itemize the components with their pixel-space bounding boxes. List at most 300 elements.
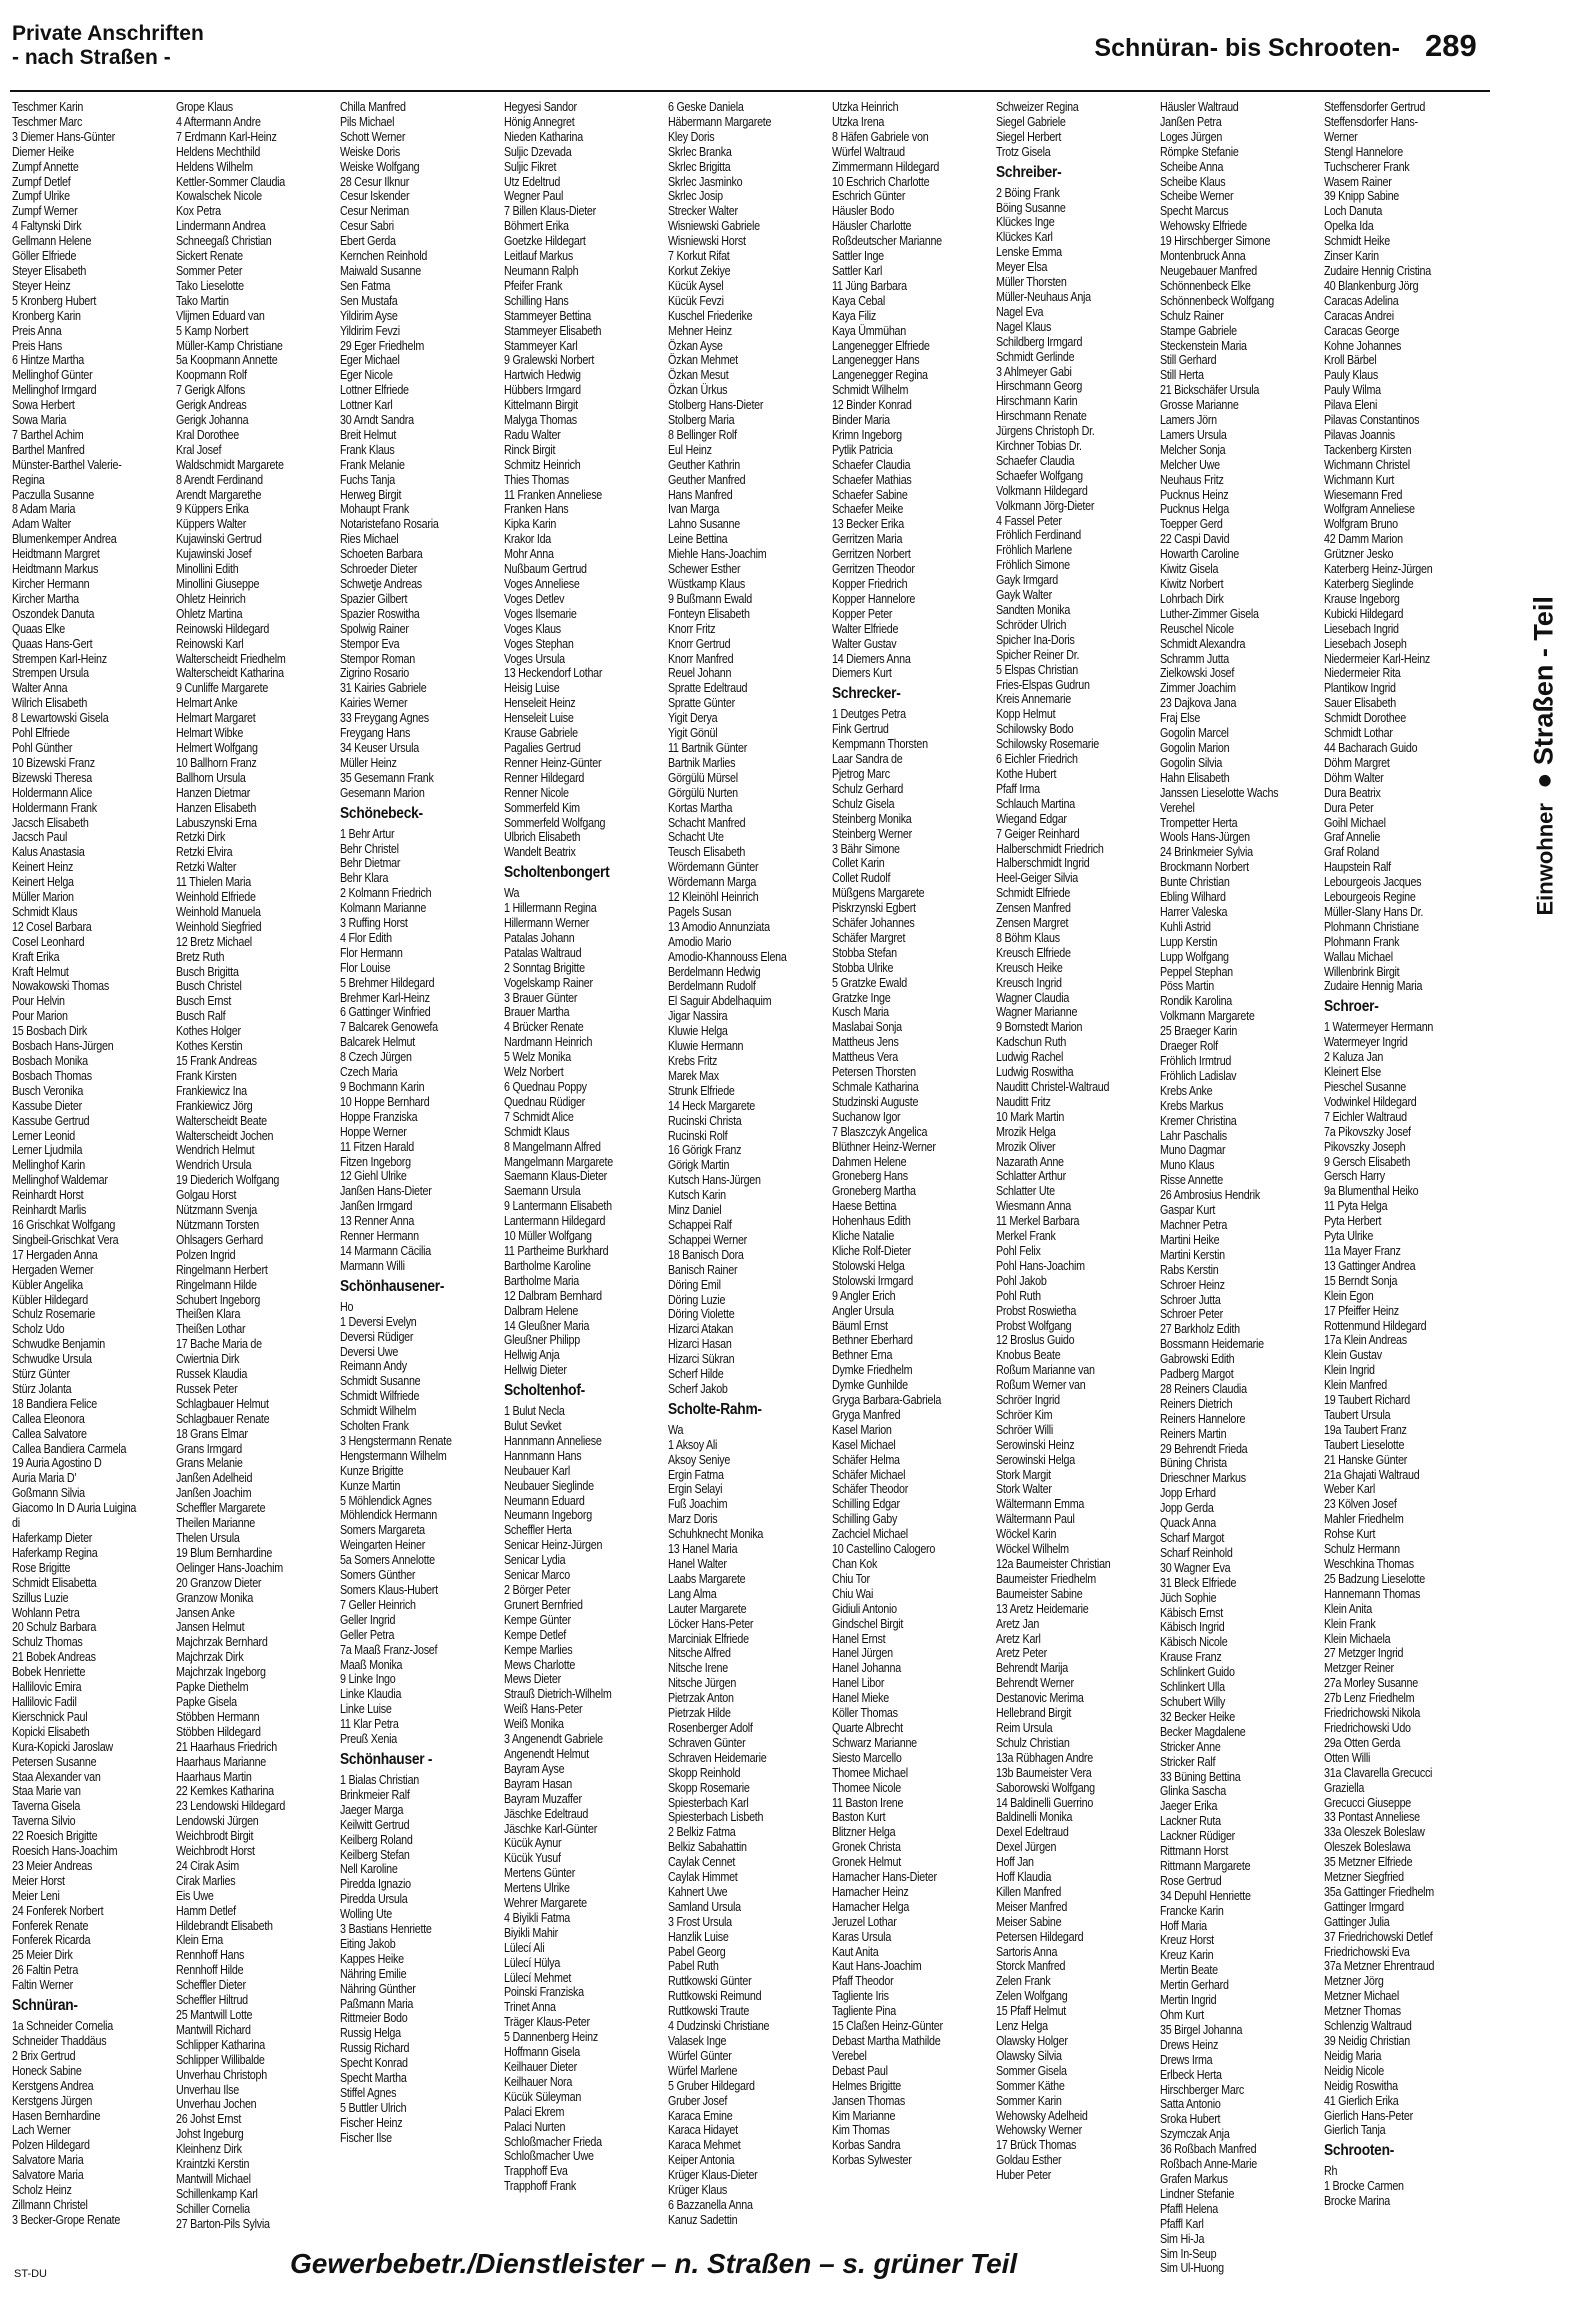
resident-entry: 23 Meier Andreas [12,1858,93,1873]
resident-entry: Renner Nicole [504,785,569,800]
resident-entry: Miehle Hans-Joachim [668,547,767,562]
resident-entry: Russek Peter [176,1381,238,1396]
resident-entry: Sroka Hubert [1160,2112,1221,2127]
resident-entry: Neubauer Sieglinde [504,1478,594,1493]
resident-entry: Gindschel Birgit [832,1616,904,1631]
resident-entry: Gattinger Irmgard [1324,1899,1404,1914]
resident-entry: Mertin Beate [1160,1963,1218,1978]
street-heading: Scholte-Rahm- [668,1400,762,1418]
resident-entry: 5 Gruber Hildegard [668,2078,755,2093]
resident-entry: Kücük Aysel [668,278,724,293]
resident-entry: Grützner Jesko [1324,547,1394,562]
resident-entry: Kaut Anita [832,1944,879,1959]
resident-entry: Wolling Ute [340,1907,392,1922]
resident-entry: Walterscheidt Katharina [176,666,284,681]
resident-entry: Nähring Günther [340,1981,416,1996]
resident-entry: Nitsche Alfred [668,1646,731,1661]
resident-entry: Hellwig Dieter [504,1363,567,1378]
resident-entry: Pfaff Theodor [832,1974,894,1989]
resident-entry: Helmart Margaret [176,711,256,726]
directory-column [176,100,356,2232]
resident-entry: Nieden Katharina [504,129,583,144]
resident-entry: Steffensdorfer Hans- [1324,114,1418,129]
resident-entry: Ruttkowski Traute [668,2004,750,2019]
resident-entry: Erlbeck Herta [1160,2067,1222,2082]
directory-column [12,100,192,2232]
resident-entry: Kahnert Uwe [668,1884,728,1899]
resident-entry: Mattheus Vera [832,1050,898,1065]
resident-entry: Nußbaum Gertrud [504,562,587,577]
resident-entry: Stempor Roman [340,651,415,666]
resident-entry: Wa [504,886,520,901]
resident-entry: Chiu Wai [832,1586,874,1601]
street-heading: Schönebeck- [340,804,423,822]
resident-entry: 1 Brocke Carmen [1324,2179,1404,2194]
resident-entry: Gogolin Marcel [1160,726,1229,741]
resident-entry: Mellinghof Günter [12,368,93,383]
resident-entry: Rucinski Christa [668,1113,742,1128]
resident-entry: Wisniewski Horst [668,234,746,249]
resident-entry: Roesich Hans-Joachim [12,1844,118,1859]
resident-entry: Jüch Sophie [1160,1590,1217,1605]
resident-entry: Frank Klaus [340,442,395,457]
resident-entry: 11 Fitzen Harald [340,1139,414,1154]
resident-entry: Hirschmann Georg [996,379,1083,394]
resident-entry: 19 Taubert Richard [1324,1393,1410,1408]
resident-entry: Ohletz Heinrich [176,591,246,606]
resident-entry: Gidiuli Antonio [832,1601,897,1616]
resident-entry: Grosse Marianne [1160,398,1239,413]
resident-entry: Hanel Libor [832,1676,885,1691]
resident-entry: 23 Dajkova Jana [1160,696,1237,711]
resident-entry: Lebourgeois Jacques [1324,875,1422,890]
resident-entry: 13a Rübhagen Andre [996,1750,1093,1765]
resident-entry: Stricker Anne [1160,1739,1221,1754]
resident-entry: Bayram Muzaffer [504,1791,582,1806]
resident-entry: 13 Renner Anna [340,1214,415,1229]
resident-entry: Schulz Christian [996,1735,1070,1750]
resident-entry: Busch Brigitta [176,964,239,979]
resident-entry: 14 Gleußner Maria [504,1318,590,1333]
resident-entry: Still Herta [1160,368,1204,383]
resident-entry: Wagner Marianne [996,1005,1078,1020]
resident-entry: 12a Baumeister Christian [996,1557,1111,1571]
resident-entry: Kalus Anastasia [12,845,85,860]
resident-entry: Specht Konrad [340,2056,408,2071]
resident-entry: Mantwill Richard [176,2022,251,2037]
resident-entry: Renner Heinz-Günter [504,755,602,770]
resident-entry: Krebs Markus [1160,1098,1224,1113]
resident-entry: Groneberg Martha [832,1184,916,1199]
resident-entry: Flor Hermann [340,945,403,960]
resident-entry: Özkan Mesut [668,368,729,383]
resident-entry: Samland Ursula [668,1899,741,1914]
resident-entry: 1 Bialas Christian [340,1772,420,1787]
resident-entry: Scharf Margot [1160,1531,1225,1545]
resident-entry: Ruttkowski Günter [668,1974,752,1989]
resident-entry: Sattler Karl [832,263,883,278]
resident-entry: Brauer Martha [504,1005,570,1020]
resident-entry: Gierlich Hans-Peter [1324,2108,1413,2123]
resident-entry: Fries-Elspas Gudrun [996,677,1090,692]
resident-entry: Klein Egon [1324,1288,1374,1303]
resident-entry: Schlipper Katharina [176,2037,265,2052]
resident-entry: Scheibe Klaus [1160,174,1226,189]
resident-entry: Brinkmeier Ralf [340,1787,410,1802]
resident-entry: Lupp Wolfgang [1160,949,1229,964]
resident-entry: Wichmann Kurt [1324,472,1395,487]
resident-entry: Köller Thomas [832,1706,898,1721]
resident-entry: 34 Depuhl Henriette [1160,1888,1251,1903]
resident-entry: Schlatter Arthur [996,1169,1066,1184]
resident-entry: Ulbrich Elisabeth [504,830,581,845]
resident-entry: Bartnik Marlies [668,755,736,770]
resident-entry: Kox Petra [176,204,221,219]
resident-entry: 7 Blaszczyk Angelica [832,1124,928,1139]
resident-entry: 35 Metzner Elfriede [1324,1855,1413,1870]
resident-entry: Grecucci Giuseppe [1324,1795,1412,1810]
resident-entry: Hasen Bernhardine [12,2108,101,2123]
resident-entry: Kücük Aynur [504,1836,562,1851]
resident-entry: 25 Mantwill Lotte [176,2008,253,2022]
resident-entry: Ohletz Martina [176,606,243,621]
resident-entry: Reuschel Nicole [1160,621,1234,636]
resident-entry: Quarte Albrecht [832,1720,903,1735]
resident-entry: Vodwinkel Hildegard [1324,1094,1417,1109]
resident-entry: Hanel Ernst [832,1631,886,1646]
resident-entry: Schott Werner [340,129,406,144]
resident-entry: Pfaffl Helena [1160,2201,1219,2216]
resident-entry: Wilrich Elisabeth [12,696,88,711]
resident-entry: Harrer Valeska [1160,904,1228,919]
resident-entry: Callea Salvatore [12,1426,87,1441]
resident-entry: 33a Oleszek Boleslaw [1324,1825,1425,1840]
resident-entry: Metzner Thomas [1324,2004,1401,2019]
resident-entry: Siegel Herbert [996,129,1062,144]
resident-entry: Paßmann Maria [340,1996,414,2011]
resident-entry: Merkel Frank [996,1229,1056,1244]
resident-entry: Probst Wolfgang [996,1318,1072,1333]
resident-entry: Döhm Walter [1324,770,1384,785]
resident-entry: Olawsky Holger [996,2034,1068,2048]
resident-entry: Klein Frank [1324,1616,1376,1631]
resident-entry: Szillus Luzie [12,1590,69,1605]
resident-entry: Sim Ul-Huong [1160,2261,1224,2276]
resident-entry: Schwudke Ursula [12,1352,92,1367]
resident-entry: Eul Heinz [668,442,712,457]
resident-entry: Sandten Monika [996,603,1071,617]
resident-entry: Taubert Lieselotte [1324,1437,1405,1452]
resident-entry: Kappes Heike [340,1951,404,1966]
resident-entry: Kim Thomas [832,2123,890,2138]
resident-entry: 21a Ghajati Waltraud [1324,1467,1420,1482]
resident-entry: Callea Bandiera Carmela [12,1441,127,1456]
resident-entry: 26 Faltin Petra [12,1963,79,1978]
resident-entry: Quaas Hans-Gert [12,636,93,651]
resident-entry: Häusler Waltraud [1160,100,1239,114]
resident-entry: Kuschel Friederike [668,308,753,323]
resident-entry: Klückes Karl [996,230,1053,245]
resident-entry: Sowa Maria [12,413,67,428]
resident-entry: Sommer Karin [996,2093,1062,2108]
resident-entry: Wüstkamp Klaus [668,577,746,591]
resident-entry: Meier Horst [12,1873,65,1888]
resident-entry: Fröhlich Irmtrud [1160,1054,1232,1068]
resident-entry: Rittmeier Bodo [340,2011,408,2026]
resident-entry: Angenendt Helmut [504,1746,589,1761]
resident-entry: Keilberg Roland [340,1832,413,1847]
resident-entry: Somers Margareta [340,1523,425,1538]
resident-entry: Krüger Klaus-Dieter [668,2168,758,2183]
resident-entry: Geuther Manfred [668,472,746,487]
resident-entry: Piredda Ignazio [340,1877,411,1892]
resident-entry: Zensen Margret [996,916,1069,931]
resident-entry: Janßen Hans-Dieter [340,1184,432,1199]
resident-entry: 5 Kronberg Hubert [12,293,97,308]
resident-entry: Wöckel Wilhelm [996,1542,1069,1557]
resident-entry: Sickert Renate [176,249,243,264]
resident-entry: Goßmann Silvia [12,1486,85,1501]
resident-entry: Schröer Kim [996,1407,1053,1422]
resident-entry: Wiesmann Anna [996,1199,1071,1214]
resident-entry: Schönnenbeck Wolfgang [1160,293,1274,308]
resident-entry: 17 Bache Maria de [176,1337,262,1352]
resident-entry: Cosel Leonhard [12,934,85,949]
resident-entry: Kutsch Hans-Jürgen [668,1173,761,1188]
resident-entry: Pikovszky Joseph [1324,1139,1406,1154]
resident-entry: Schwudke Benjamin [12,1337,106,1352]
resident-entry: Gaspar Kurt [1160,1203,1216,1218]
resident-entry: Olawsky Silvia [996,2048,1062,2063]
resident-entry: 4 Flor Edith [340,930,392,945]
resident-entry: Schiller Cornelia [176,2201,250,2216]
resident-entry: Luther-Zimmer Gisela [1160,606,1259,621]
resident-entry: 21 Hanske Günter [1324,1452,1408,1467]
resident-entry: Ebling Wilhard [1160,890,1226,905]
resident-entry: Hoffmann Gisela [504,2045,581,2060]
resident-entry: Scholz Udo [12,1322,65,1337]
resident-entry: Quack Anna [1160,1516,1216,1531]
resident-entry: Majchrzak Dirk [176,1650,244,1665]
resident-entry: Krause Ingeborg [1324,591,1400,606]
resident-entry: Yildirim Ayse [340,308,398,323]
resident-entry: 5 Gratzke Ewald [832,975,908,990]
resident-entry: Niedermeier Rita [1324,666,1401,681]
resident-entry: Pfaffl Karl [1160,2216,1204,2231]
resident-entry: Grunert Bernfried [504,1597,583,1612]
resident-entry: Schraven Heidemarie [668,1750,767,1765]
resident-entry: Wandelt Beatrix [504,845,576,860]
resident-entry: Geuther Kathrin [668,457,741,472]
resident-entry: Melcher Uwe [1160,457,1220,472]
resident-entry: Stöbben Hermann [176,1709,260,1724]
resident-entry: Ergin Fatma [668,1467,724,1482]
resident-entry: Walterscheidt Beate [176,1113,267,1128]
resident-entry: Serowinski Heinz [996,1437,1075,1452]
resident-entry: Tako Lieselotte [176,278,244,293]
resident-entry: Krakor Ida [504,532,552,547]
resident-entry: 5 Brehmer Hildegard [340,975,435,990]
resident-entry: 15 Bosbach Dirk [12,1024,88,1039]
resident-entry: Breit Helmut [340,427,397,442]
resident-entry: Kubicki Hildegard [1324,606,1404,621]
resident-entry: Pohl Jakob [996,1273,1047,1288]
resident-entry: 11 Merkel Barbara [996,1214,1080,1229]
resident-entry: Schmidt Susanne [340,1374,421,1389]
resident-entry: Klein Anita [1324,1601,1372,1616]
resident-entry: 25 Badzung Lieselotte [1324,1571,1425,1586]
resident-entry: Weber Karl [1324,1482,1375,1497]
resident-entry: 22 Roesich Brigitte [12,1829,98,1844]
resident-entry: Haarhaus Martin [176,1769,252,1784]
resident-entry: 7a Maaß Franz-Josef [340,1642,438,1657]
resident-entry: Kittelmann Birgit [504,398,578,413]
resident-entry: Würfel Günter [668,2048,732,2063]
resident-entry: Theißen Lothar [176,1322,246,1337]
resident-entry: Hoppe Franziska [340,1109,418,1124]
resident-entry: Friedrichowski Udo [1324,1720,1411,1735]
resident-entry: Wöckel Karin [996,1527,1057,1542]
resident-entry: 21 Bobek Andreas [12,1650,96,1665]
resident-entry: Bobek Henriette [12,1665,86,1680]
resident-entry: Haferkamp Dieter [12,1531,93,1545]
resident-entry: 11 Pyta Helga [1324,1199,1388,1214]
resident-entry: Saemann Ursula [504,1184,581,1199]
resident-entry: Schraven Günter [668,1735,746,1750]
resident-entry: Schröer Willi [996,1422,1053,1437]
resident-entry: Kempmann Thorsten [832,737,928,752]
resident-entry: Serowinski Helga [996,1452,1075,1467]
resident-entry: Kujawinski Gertrud [176,532,262,547]
resident-entry: Strunk Elfriede [668,1083,735,1098]
resident-entry: Rottenmund Hildegard [1324,1318,1427,1333]
resident-entry: Reim Ursula [996,1720,1053,1735]
resident-entry: Pohl Günther [12,740,73,755]
resident-entry: Nauditt Fritz [996,1094,1051,1109]
resident-entry: Vlijmen Eduard van [176,308,265,323]
resident-entry: Holdermann Alice [12,785,93,800]
resident-entry: Haese Bettina [832,1199,897,1214]
resident-entry: Jopp Gerda [1160,1501,1214,1516]
resident-entry: Szymczak Anja [1160,2127,1230,2142]
resident-entry: Grope Klaus [176,100,233,114]
resident-entry: Hillermann Werner [504,916,590,931]
resident-entry: 1 Aksoy Ali [668,1437,718,1452]
resident-entry: Schmidt Lothar [1324,726,1393,741]
resident-entry: Gabrowski Edith [1160,1352,1235,1367]
resident-entry: 35 Gesemann Frank [340,770,434,785]
resident-entry: 6 Eichler Friedrich [996,752,1078,767]
resident-entry: Göller Elfriede [12,249,77,264]
resident-entry: Baumeister Friedhelm [996,1571,1097,1586]
resident-entry: Jeruzel Lothar [832,1914,897,1929]
resident-entry: Kuhli Astrid [1160,919,1211,934]
resident-entry: Schäfer Michael [832,1467,906,1482]
resident-entry: Schaefer Sabine [832,487,908,502]
resident-entry: Tagliente Iris [832,1989,889,2004]
resident-entry: Sowa Herbert [12,398,75,413]
resident-entry: Siesto Marcello [832,1750,902,1765]
resident-entry: Rinck Birgit [504,442,556,457]
resident-entry: 12 Binder Konrad [832,398,912,413]
resident-entry: Zigrino Rosario [340,666,410,681]
resident-entry: 11 Baston Irene [832,1795,904,1810]
resident-entry: Maiwald Susanne [340,263,421,278]
resident-entry: Schloßmacher Frieda [504,2134,602,2149]
resident-entry: Granzow Monika [176,1590,254,1605]
resident-entry: Zensen Manfred [996,901,1071,916]
resident-entry: Wa [668,1422,684,1437]
resident-entry: Kleinhenz Dirk [176,2142,242,2157]
resident-entry: Schmitz Heinrich [504,457,581,472]
resident-entry: Görigk Martin [668,1158,730,1173]
resident-entry: Mellinghof Waldemar [12,1173,108,1188]
street-heading: Schönhausener- [340,1277,445,1295]
resident-entry: Weiß Hans-Peter [504,1702,583,1717]
resident-entry: Schewer Esther [668,562,741,577]
resident-entry: 1 Behr Artur [340,826,395,841]
resident-entry: Patalas Waltraud [504,945,582,960]
resident-entry: Nazarath Anne [996,1154,1064,1169]
resident-entry: Pilavas Joannis [1324,427,1395,442]
resident-entry: Polzen Ingrid [176,1247,236,1262]
resident-entry: 13 Gattinger Andrea [1324,1258,1416,1273]
resident-entry: Lindner Stefanie [1160,2186,1235,2201]
resident-entry: Caracas Adelina [1324,293,1399,308]
resident-entry: Stolowski Helga [832,1258,905,1273]
resident-entry: Schmale Katharina [832,1080,919,1094]
resident-entry: Wolfgram Bruno [1324,517,1398,532]
resident-entry: Neuhaus Fritz [1160,472,1224,487]
resident-entry: Mews Charlotte [504,1657,576,1672]
resident-entry: Bäuml Ernst [832,1318,888,1333]
resident-entry: Skrlec Jasminko [668,174,743,189]
resident-entry: Schlinkert Guido [1160,1665,1235,1680]
resident-entry: Kolmann Marianne [340,901,427,916]
resident-entry: Hanel Mieke [832,1691,889,1706]
resident-entry: Jansen Thomas [832,2093,905,2108]
resident-entry: Pietrzak Hilde [668,1706,731,1721]
resident-entry: Nell Karoline [340,1862,398,1877]
resident-entry: Gerritzen Norbert [832,547,911,562]
resident-entry: Waldschmidt Margarete [176,457,284,472]
resident-entry: Weingarten Heiner [340,1538,426,1553]
directory-column [504,100,684,2232]
resident-entry: Werner [1324,129,1358,144]
resident-entry: 17 Pfeiffer Heinz [1324,1303,1399,1318]
resident-entry: Hanel Walter [668,1557,727,1571]
resident-entry: Klein Michaela [1324,1631,1391,1646]
resident-entry: Pieschel Susanne [1324,1080,1406,1094]
resident-entry: Kreusch Heike [996,960,1063,975]
resident-entry: Kanuz Sadettin [668,2212,738,2227]
resident-entry: Martini Heike [1160,1232,1220,1247]
resident-entry: Hallilovic Fadil [12,1694,77,1709]
resident-entry: Groneberg Hans [832,1169,908,1184]
resident-entry: Rucinski Rolf [668,1128,728,1143]
resident-entry: Knorr Manfred [668,651,734,666]
resident-entry: Münster-Barthel Valerie- [12,457,122,472]
resident-entry: Schröer Ingrid [996,1393,1060,1408]
resident-entry: Geller Ingrid [340,1612,396,1627]
resident-entry: Satta Antonio [1160,2097,1221,2112]
resident-entry: Ergin Selayi [668,1482,723,1497]
resident-entry: Verehel [1160,800,1195,815]
resident-entry: Mattheus Jens [832,1035,899,1050]
resident-entry: 1a Schneider Cornelia [12,2019,113,2034]
resident-entry: Majchrzak Ingeborg [176,1665,266,1680]
resident-entry: Laar Sandra de [832,752,903,767]
